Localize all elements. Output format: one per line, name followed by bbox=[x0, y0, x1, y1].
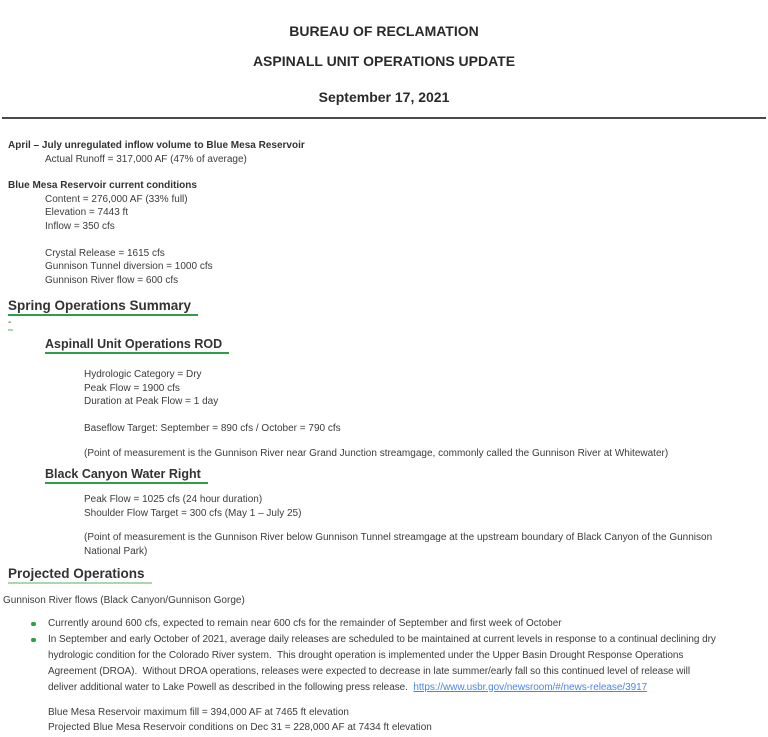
gunnison-flows-subline: Gunnison River flows (Black Canyon/Gunnison Gorge) bbox=[3, 595, 245, 606]
gunnison-river-line: Gunnison River flow = 600 cfs bbox=[45, 274, 179, 286]
rod-baseflow-line: Baseflow Target: September = 890 cfs / October = 790 cfs bbox=[84, 423, 341, 434]
rod-peak-flow-line: Peak Flow = 1900 cfs bbox=[84, 382, 180, 394]
stray-dash bbox=[8, 318, 768, 328]
conditions-elevation-line: Elevation = 7443 ft bbox=[45, 207, 129, 218]
conditions-section-heading: Blue Mesa Reservoir current conditions bbox=[8, 180, 197, 191]
aspinall-rod-heading-text: Aspinall Unit Operations ROD bbox=[45, 337, 229, 354]
crystal-release-line: Crystal Release = 1615 cfs bbox=[45, 247, 165, 259]
max-fill-line: Blue Mesa Reservoir maximum fill = 394,000 AF at 7465 ft elevation bbox=[48, 706, 349, 718]
gunnison-tunnel-line: Gunnison Tunnel diversion = 1000 cfs bbox=[45, 261, 213, 272]
bullet-droa-line1: In September and early October of 2021, average daily releases are scheduled to be maintained at current levels in response to a continual declining dry bbox=[48, 633, 716, 645]
conditions-content-line: Content = 276,000 AF (33% full) bbox=[45, 193, 188, 205]
horizontal-divider bbox=[2, 117, 766, 119]
conditions-inflow-line: Inflow = 350 cfs bbox=[45, 220, 115, 232]
bc-measurement-note: (Point of measurement is the Gunnison River below Gunnison Tunnel streamgage at the upstream boundary of Black Canyon of the Gunnison National Park) bbox=[84, 532, 713, 557]
aspinall-rod-heading bbox=[45, 337, 768, 351]
bc-shoulder-flow-line: Shoulder Flow Target = 300 cfs (May 1 – July 25) bbox=[84, 507, 302, 519]
stray-dash-text: - bbox=[8, 317, 13, 331]
bullet-droa-line3: Agreement (DROA). Without DROA operations, releases were expected to decrease in late summer/early fall so this continued level of release will bbox=[48, 665, 690, 677]
inflow-runoff-line: Actual Runoff = 317,000 AF (47% of average) bbox=[45, 153, 247, 165]
bullet-droa-line2: hydrologic condition for the Colorado River system. This drought operation is implemented under the Upper Basin Drought Response Operations bbox=[48, 649, 684, 661]
projected-operations-heading-text: Projected Operations bbox=[8, 566, 152, 584]
projected-bullet-list bbox=[0, 616, 768, 696]
black-canyon-heading bbox=[45, 467, 768, 481]
projected-dec31-line: Projected Blue Mesa Reservoir conditions on Dec 31 = 228,000 AF at 7434 ft elevation bbox=[48, 721, 432, 733]
bullet-current-flows-text: Currently around 600 cfs, expected to remain near 600 cfs for the remainder of September and first week of October bbox=[48, 617, 562, 629]
bullet-droa-line4-text: deliver additional water to Lake Powell as described in the following press release. bbox=[48, 681, 414, 693]
bc-peak-flow-line: Peak Flow = 1025 cfs (24 hour duration) bbox=[84, 494, 263, 505]
agency-title: BUREAU OF RECLAMATION bbox=[289, 23, 479, 39]
bullet-droa-operations bbox=[48, 632, 768, 696]
bullet-droa-line4 bbox=[48, 680, 768, 696]
press-release-link[interactable]: https://www.usbr.gov/newsroom/#/news-release/3917 bbox=[413, 681, 648, 693]
projected-operations-heading bbox=[8, 566, 768, 581]
rod-measurement-note: (Point of measurement is the Gunnison River near Grand Junction streamgage, commonly called the Gunnison River at Whitewater) bbox=[84, 447, 669, 459]
black-canyon-heading-text: Black Canyon Water Right bbox=[45, 467, 208, 484]
spring-operations-heading-text: Spring Operations Summary bbox=[8, 298, 198, 316]
spring-operations-heading bbox=[8, 298, 768, 313]
inflow-section-heading: April – July unregulated inflow volume to Blue Mesa Reservoir bbox=[8, 140, 305, 151]
bullet-current-flows bbox=[48, 616, 768, 632]
rod-duration-line: Duration at Peak Flow = 1 day bbox=[84, 396, 219, 407]
document-title: ASPINALL UNIT OPERATIONS UPDATE bbox=[252, 53, 516, 69]
rod-hydrologic-line: Hydrologic Category = Dry bbox=[84, 369, 202, 380]
document-date: September 17, 2021 bbox=[318, 89, 450, 105]
